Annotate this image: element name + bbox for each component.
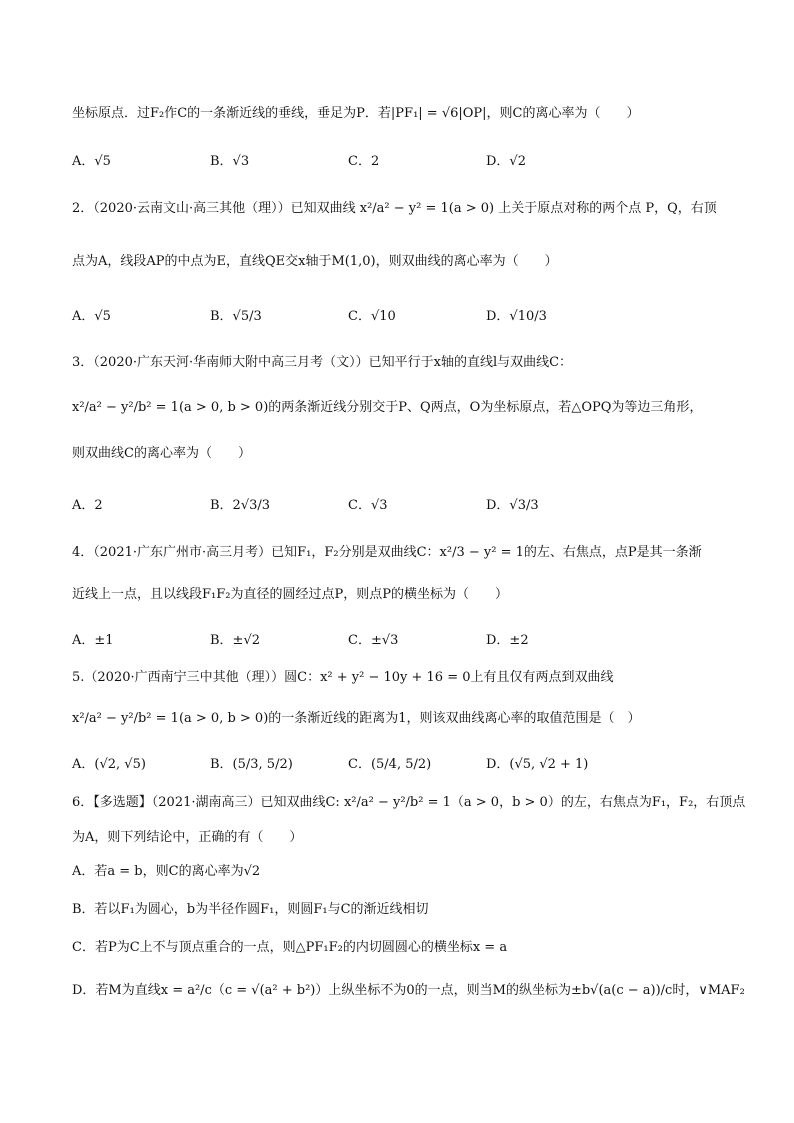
- question-6-option-c: C．若P为C上不与顶点重合的一点，则△PF₁F₂的内切圆圆心的横坐标x = a: [72, 940, 508, 955]
- question-5-options: [72, 753, 732, 772]
- option-b: B．√5/3: [210, 309, 262, 324]
- option-d: D．(√5, √2 + 1): [486, 757, 589, 772]
- question-4-stem-line-1: 4．（2021·广东广州市·高三月考）已知F₁，F₂分别是双曲线C：x²/3 − y² = 1的左、右焦点，点P是其一条渐: [72, 545, 702, 560]
- question-6-stem-line-2: 为A，则下列结论中，正确的有（ ）: [72, 830, 303, 845]
- option-b: B．(5/3, 5/2): [210, 757, 293, 772]
- option-a: A．√5: [72, 309, 111, 324]
- question-2-options: [72, 305, 732, 324]
- option-c: C．√3: [348, 498, 388, 513]
- question-4-stem-line-2: 近线上一点，且以线段F₁F₂为直径的圆经过点P，则点P的横坐标为（ ）: [72, 587, 508, 602]
- option-b: B．2√3/3: [210, 498, 271, 513]
- option-c: C．√10: [348, 309, 396, 324]
- question-2-stem-line-1: 2．（2020·云南文山·高三其他（理））已知双曲线 x²/a² − y² = 1(a > 0) 上关于原点对称的两个点 P，Q，右顶: [72, 201, 717, 216]
- question-6-option-a: A．若a = b，则C的离心率为√2: [72, 864, 261, 879]
- option-d: D．±2: [486, 633, 529, 648]
- option-d: D．√3/3: [486, 498, 539, 513]
- option-c: C．2: [348, 154, 380, 169]
- question-3-stem-line-2: x²/a² − y²/b² = 1(a > 0, b > 0)的两条渐近线分别交于P、Q两点，O为坐标原点，若△OPQ为等边三角形，: [72, 400, 703, 415]
- option-d: D．√10/3: [486, 309, 547, 324]
- option-a: A．√5: [72, 154, 111, 169]
- question-3-stem-line-1: 3．（2020·广东天河·华南师大附中高三月考（文））已知平行于x轴的直线l与双曲线C：: [72, 355, 573, 370]
- option-a: A．(√2, √5): [72, 757, 146, 772]
- option-d: D．√2: [486, 154, 526, 169]
- option-c: C．(5/4, 5/2): [348, 757, 432, 772]
- option-b: B．±√2: [210, 633, 261, 648]
- option-c: C．±√3: [348, 633, 399, 648]
- question-3-options: [72, 494, 732, 513]
- question-6-option-b: B．若以F₁为圆心，b为半径作圆F₁，则圆F₁与C的渐近线相切: [72, 902, 429, 917]
- question-5-stem-line-2: x²/a² − y²/b² = 1(a > 0, b > 0)的一条渐近线的距离为1，则该双曲线离心率的取值范围是（ ）: [72, 711, 641, 726]
- option-a: A．2: [72, 498, 103, 513]
- option-a: A．±1: [72, 633, 114, 648]
- question-1-stem: 坐标原点．过F₂作C的一条渐近线的垂线，垂足为P．若|PF₁| = √6|OP|，则C的离心率为（ ）: [72, 106, 640, 121]
- question-6-stem-line-1: 6．【多选题】（2021·湖南高三）已知双曲线C: x²/a² − y²/b² = 1（a > 0，b > 0）的左，右焦点为F₁，F₂，右顶点: [72, 795, 746, 810]
- question-1-options: [72, 150, 732, 169]
- question-2-stem-line-2: 点为A，线段AP的中点为E，直线QE交x轴于M(1,0)，则双曲线的离心率为（ ）: [72, 254, 558, 269]
- question-4-options: [72, 629, 732, 648]
- question-3-stem-line-3: 则双曲线C的离心率为（ ）: [72, 446, 251, 461]
- option-b: B．√3: [210, 154, 250, 169]
- question-6-option-d: D．若M为直线x = a²/c（c = √(a² + b²)）上纵坐标不为0的一点，则当M的纵坐标为±b√(a(c − a))/c时，∨MAF₂: [72, 983, 745, 998]
- question-5-stem-line-1: 5.（2020·广西南宁三中其他（理））圆C：x² + y² − 10y + 16 = 0上有且仅有两点到双曲线: [72, 670, 614, 685]
